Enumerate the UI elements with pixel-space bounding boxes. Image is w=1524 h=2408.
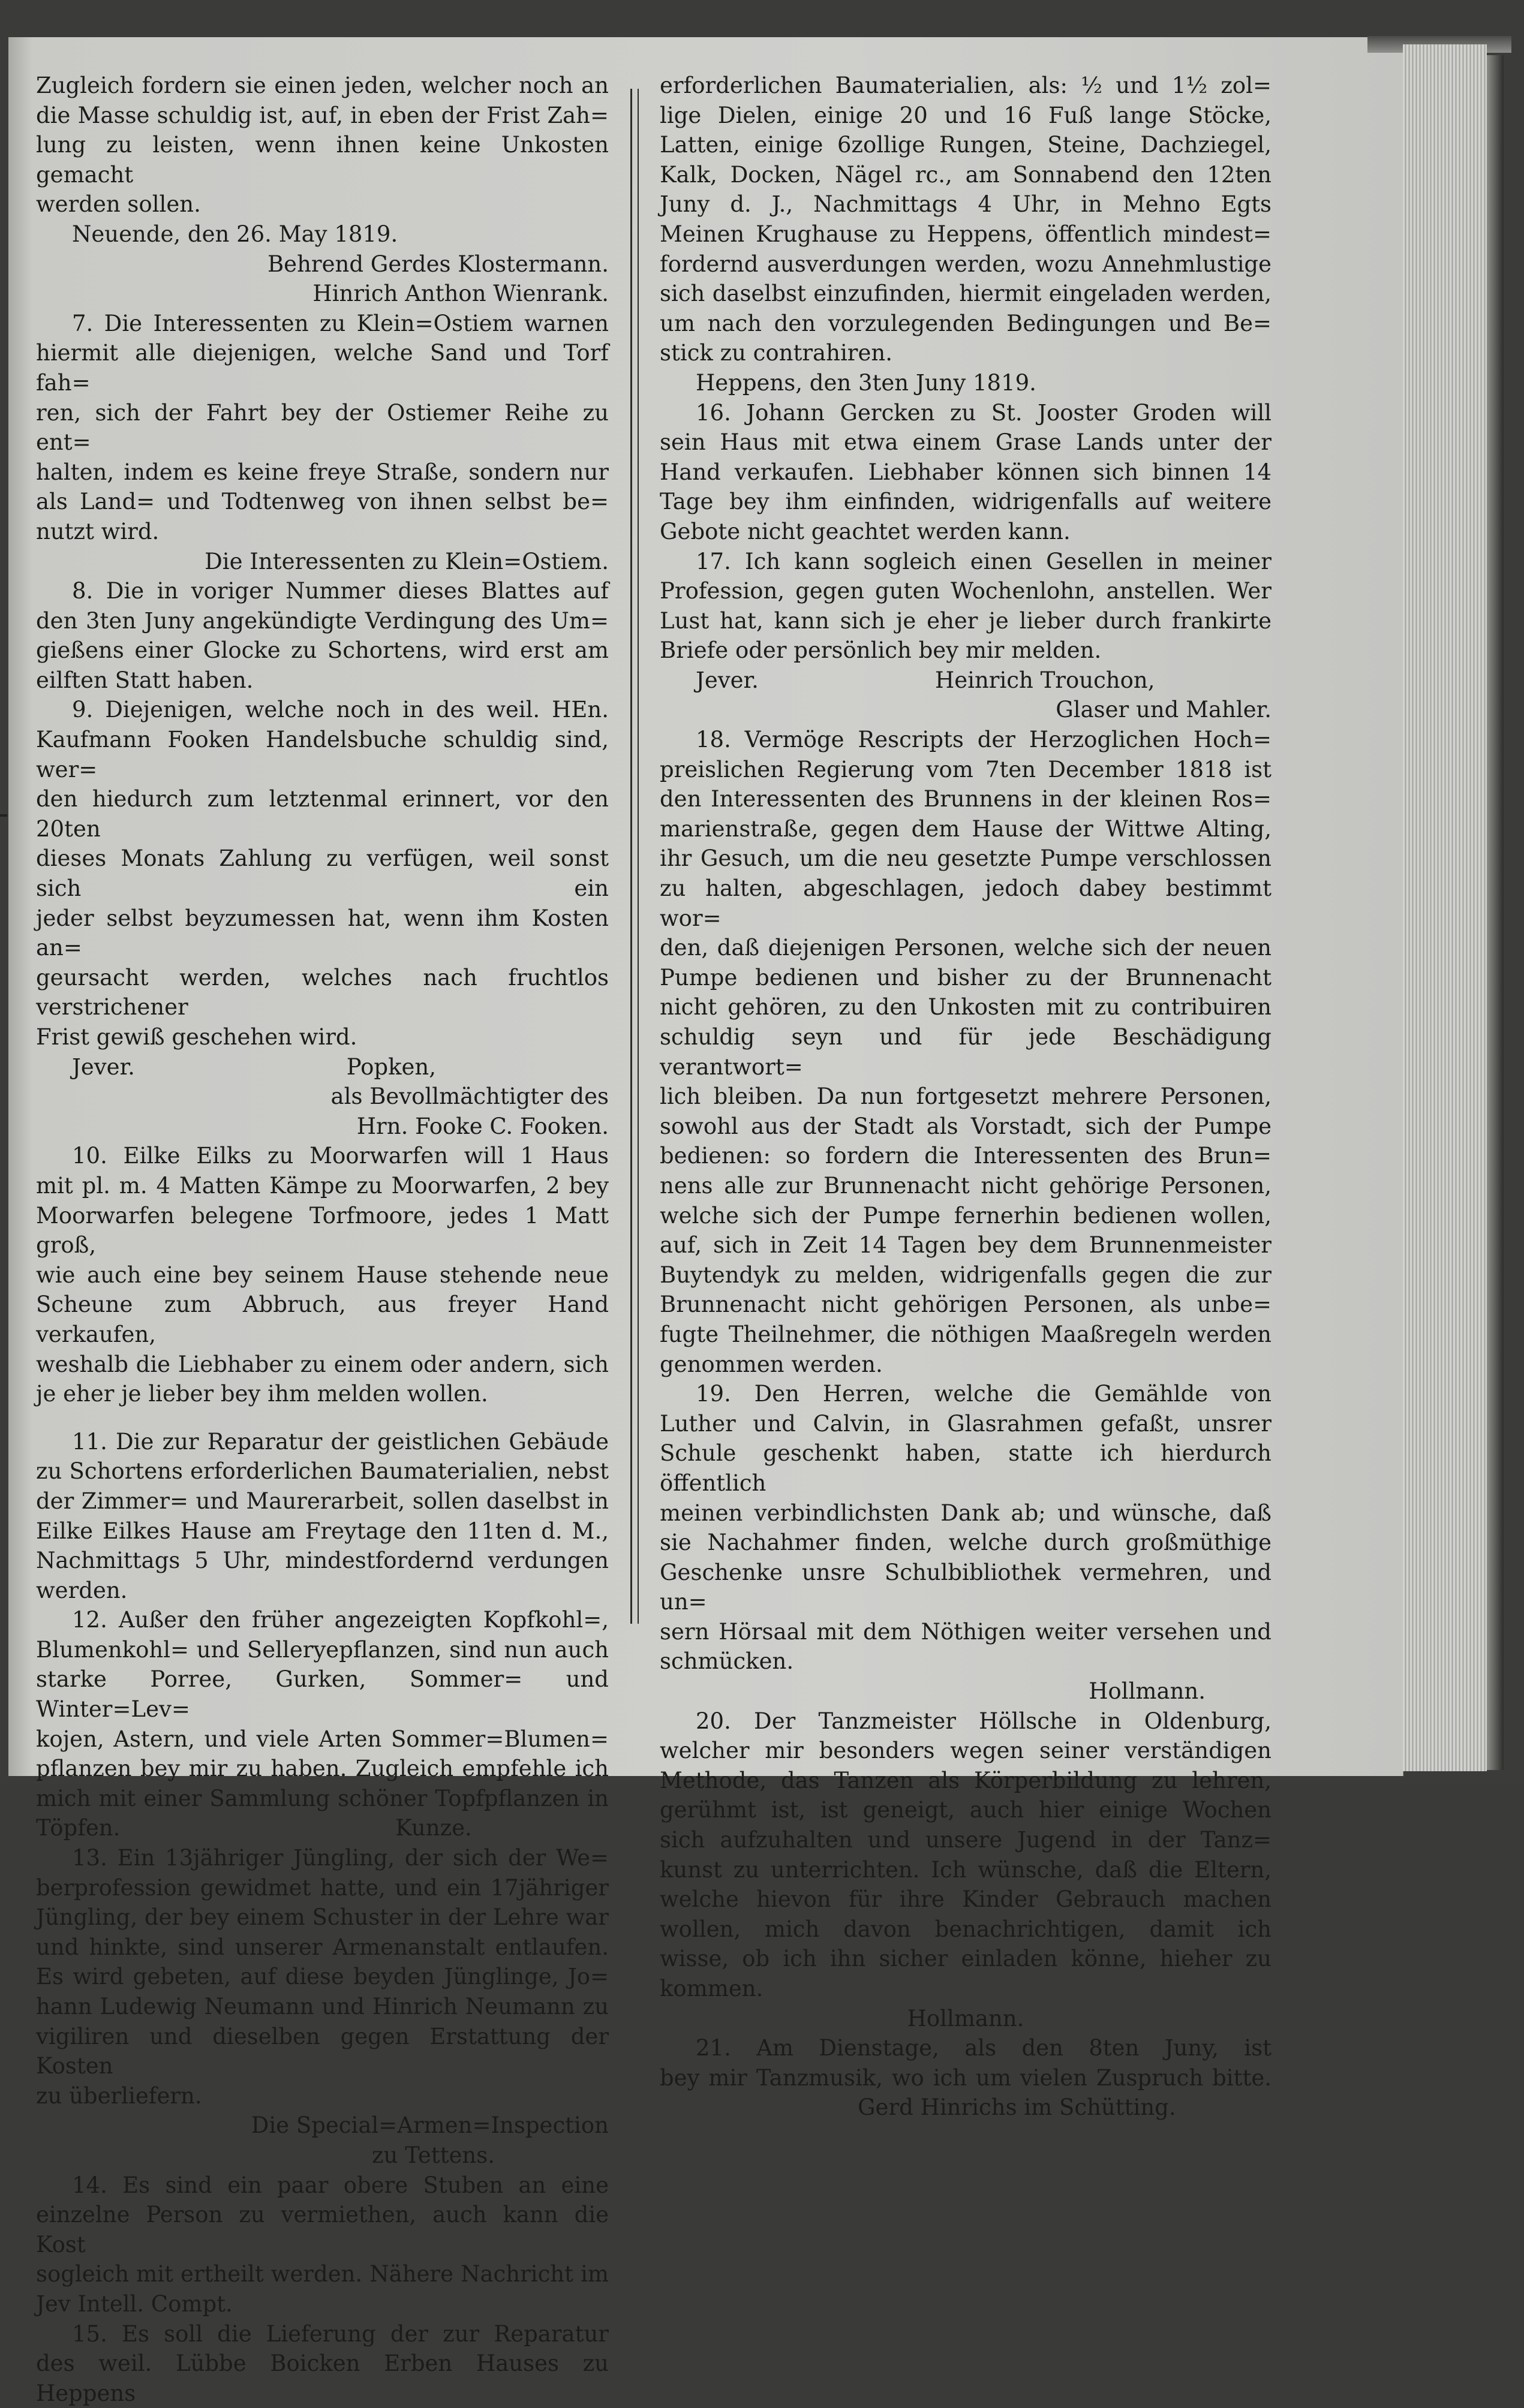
text-line: sern Hörsaal mit dem Nöthigen weiter versehen und — [660, 1618, 1271, 1645]
text-line: des weil. Lübbe Boicken Erben Hauses zu Heppens — [36, 2350, 609, 2406]
text-line: zu Schortens erforderlichen Baumaterialien, nebst — [36, 1458, 609, 1485]
text-line: kommen. — [660, 1976, 763, 2001]
text-line: als Bevollmächtigter des — [330, 1083, 609, 1110]
text-line: 20. Der Tanzmeister Höllsche in Oldenburg, — [696, 1708, 1271, 1734]
text-line: 18. Vermöge Rescripts der Herzoglichen Hoch= — [696, 727, 1271, 753]
text-line: welche sich der Pumpe fernerhin bedienen wollen, — [660, 1202, 1271, 1229]
text-line: 11. Die zur Reparatur der geistlichen Gebäude — [72, 1428, 609, 1455]
text-line: eilften Statt haben. — [36, 667, 254, 693]
text-line: Heppens, den 3ten Juny 1819. — [696, 369, 1036, 396]
text-line: sogleich mit ertheilt werden. Nähere Nachricht im — [36, 2261, 609, 2287]
text-line: Schule geschenkt haben, statte ich hierdurch öffentlich — [660, 1440, 1271, 1496]
text-line: werden. — [36, 1577, 128, 1603]
text-line: Scheune zum Abbruch, aus freyer Hand verkaufen, — [36, 1292, 609, 1347]
text-line: auf, sich in Zeit 14 Tagen bey dem Brunnenmeister — [660, 1232, 1271, 1259]
text-line: Lust hat, kann sich je eher je lieber durch frankirte — [660, 607, 1271, 634]
text-line: Jüngling, der bey einem Schuster in der Lehre war — [36, 1904, 609, 1931]
text-line: je eher je lieber bey ihm melden wollen. — [36, 1381, 488, 1407]
text-line: sowohl aus der Stadt als Vorstadt, sich der Pumpe — [660, 1113, 1271, 1139]
text-line: gerühmt ist, ist geneigt, auch hier einige Wochen — [660, 1797, 1271, 1823]
text-line: preislichen Regierung vom 7ten December 1818 ist — [660, 756, 1271, 782]
text-line: 16. Johann Gercken zu St. Jooster Groden will — [696, 399, 1271, 426]
text-line: lung zu leisten, wenn ihnen keine Unkosten gemacht — [36, 132, 609, 188]
text-line: lich bleiben. Da nun fortgesetzt mehrere Personen, — [660, 1083, 1271, 1110]
text-line: Zugleich fordern sie einen jeden, welcher noch an — [36, 73, 609, 98]
text-line: den, daß diejenigen Personen, welche sich der neuen — [660, 935, 1271, 961]
text-line: Hrn. Fooke C. Fooken. — [356, 1113, 609, 1139]
right-column — [660, 71, 1271, 2123]
text-line: Jev Intell. Compt. — [36, 2290, 233, 2317]
text-line: weshalb die Liebhaber zu einem oder andern, sich — [36, 1351, 609, 1377]
text-line: 17. Ich kann sogleich einen Gesellen in meiner — [696, 548, 1271, 574]
text-line: Töpfen. Kunze. — [36, 1815, 472, 1841]
text-line: jeder selbst beyzumessen hat, wenn ihm Kosten an= — [36, 905, 609, 961]
book-page-edges — [1403, 44, 1487, 1771]
text-line: gießens einer Glocke zu Schortens, wird erst am — [36, 637, 609, 664]
text-line: bedienen: so fordern die Interessenten des Brun= — [660, 1143, 1271, 1169]
text-line: Profession, gegen guten Wochenlohn, anstellen. Wer — [660, 578, 1271, 604]
text-line: Briefe oder persönlich bey mir melden. — [660, 637, 1102, 664]
text-line: schuldig seyn und für jede Beschädigung verantwort= — [660, 1024, 1271, 1080]
text-line: werden sollen. — [36, 191, 201, 218]
text-line: zu halten, abgeschlagen, jedoch dabey bestimmt wor= — [660, 875, 1271, 931]
text-line: ren, sich der Fahrt bey der Ostiemer Reihe zu ent= — [36, 399, 609, 456]
text-line: berprofession gewidmet hatte, und ein 17jähriger — [36, 1874, 609, 1901]
text-line: Luther und Calvin, in Glasrahmen gefaßt, unsrer — [660, 1410, 1271, 1437]
text-line: marienstraße, gegen dem Hause der Wittwe Alting, — [660, 815, 1271, 842]
text-line: Gebote nicht geachtet werden kann. — [660, 518, 1071, 544]
text-line: Buytendyk zu melden, widrigenfalls gegen die zur — [660, 1262, 1271, 1288]
text-line: Jever. Heinrich Trouchon, — [696, 667, 1155, 693]
text-line: Hollmann. — [1089, 1678, 1206, 1705]
text-line: erforderlichen Baumaterialien, als: ½ und 1½ zol= — [660, 73, 1271, 98]
text-line: 13. Ein 13jähriger Jüngling, der sich der We= — [72, 1845, 609, 1871]
text-line: halten, indem es keine freye Straße, sondern nur — [36, 459, 609, 485]
text-line: pflanzen bey mir zu haben. Zugleich empfehle ich — [36, 1756, 609, 1782]
text-line: welcher mir besonders wegen seiner verständigen — [660, 1738, 1271, 1764]
text-line: Hollmann. — [907, 2005, 1024, 2031]
text-line: Neuende, den 26. May 1819. — [72, 221, 398, 247]
text-line: Jever. Popken, — [72, 1054, 437, 1080]
text-line: wie auch eine bey seinem Hause stehende neue — [36, 1262, 609, 1288]
text-line: sie Nachahmer finden, welche durch großmüthige — [660, 1530, 1271, 1556]
text-line: als Land= und Todtenweg von ihnen selbst be= — [36, 489, 609, 515]
text-line: stick zu contrahiren. — [660, 340, 892, 366]
text-line: Pumpe bedienen und bisher zu der Brunnenacht — [660, 964, 1271, 991]
text-line: Tage bey ihm einfinden, widrigenfalls auf weitere — [660, 489, 1271, 515]
text-line: Moorwarfen belegene Torfmoore, jedes 1 Matt groß, — [36, 1202, 609, 1259]
text-line: nutzt wird. — [36, 518, 160, 544]
text-line: Meinen Krughause zu Heppens, öffentlich mindest= — [660, 221, 1271, 247]
text-line: 7. Die Interessenten zu Klein=Ostiem warnen — [72, 310, 609, 336]
text-line: Eilke Eilkes Hause am Freytage den 11ten d. M., — [36, 1518, 609, 1544]
text-line: nicht gehören, zu den Unkosten mit zu contribuiren — [660, 994, 1271, 1021]
text-line: 19. Den Herren, welche die Gemählde von — [696, 1381, 1271, 1407]
text-line: Die Special=Armen=Inspection — [251, 2112, 609, 2139]
text-line: fordernd ausverdungen werden, wozu Annehmlustige — [660, 251, 1271, 277]
text-line: schmücken. — [660, 1648, 794, 1675]
text-line: welche hievon für ihre Kinder Gebrauch machen — [660, 1886, 1271, 1913]
left-column — [36, 71, 609, 2408]
text-line: Brunnenacht nicht gehörigen Personen, als unbe= — [660, 1292, 1271, 1318]
text-line: Kaufmann Fooken Handelsbuche schuldig sind, wer= — [36, 727, 609, 782]
text-line: Kalk, Docken, Nägel rc., am Sonnabend den 12ten — [660, 161, 1271, 188]
text-line: kojen, Astern, und viele Arten Sommer=Blumen= — [36, 1726, 609, 1752]
text-line: vigiliren und dieselben gegen Erstattung der Kosten — [36, 2023, 609, 2079]
text-line: ihr Gesuch, um die neu gesetzte Pumpe verschlossen — [660, 845, 1271, 872]
text-line: Glaser und Mahler. — [1056, 697, 1271, 723]
text-line: zu überliefern. — [36, 2082, 202, 2109]
margin-mark — [0, 814, 7, 817]
text-line — [36, 1409, 609, 1427]
text-line: genommen werden. — [660, 1351, 883, 1377]
text-line: Geschenke unsre Schulbibliothek vermehren, und un= — [660, 1559, 1271, 1615]
text-line: den 3ten Juny angekündigte Verdingung des Um= — [36, 607, 609, 634]
text-line: fugte Theilnehmer, die nöthigen Maaßregeln werden — [660, 1321, 1271, 1347]
text-line: 8. Die in voriger Nummer dieses Blattes auf — [72, 578, 609, 604]
text-line: Nachmittags 5 Uhr, mindestfordernd verdungen — [36, 1548, 609, 1574]
text-line: Frist gewiß geschehen wird. — [36, 1024, 357, 1050]
text-line: 12. Außer den früher angezeigten Kopfkohl=, — [72, 1607, 609, 1633]
text-line: dieses Monats Zahlung zu verfügen, weil sonst sich ein — [36, 845, 609, 902]
text-line: lige Dielen, einige 20 und 16 Fuß lange Stöcke, — [660, 102, 1271, 128]
text-line: nens alle zur Brunnenacht nicht gehörige Personen, — [660, 1172, 1271, 1199]
text-line: meinen verbindlichsten Dank ab; und wünsche, daß — [660, 1500, 1271, 1526]
text-line: den hiedurch zum letztenmal erinnert, vor den 20ten — [36, 786, 609, 842]
text-line: 14. Es sind ein paar obere Stuben an eine — [72, 2172, 609, 2198]
text-line: Die Interessenten zu Klein=Ostiem. — [205, 548, 609, 574]
text-line: Blumenkohl= und Selleryepflanzen, sind nun auch — [36, 1636, 609, 1663]
text-line: und hinkte, sind unserer Armenanstalt entlaufen. — [36, 1934, 609, 1960]
text-line: starke Porree, Gurken, Sommer= und Winter=Lev= — [36, 1666, 609, 1723]
text-line: kunst zu unterrichten. Ich wünsche, daß die Eltern, — [660, 1856, 1271, 1883]
text-line: Hand verkaufen. Liebhaber können sich binnen 14 — [660, 459, 1271, 485]
text-line: bey mir Tanzmusik, wo ich um vielen Zuspruch bitte. — [660, 2064, 1271, 2091]
text-line: mich mit einer Sammlung schöner Topfpflanzen in — [36, 1785, 609, 1811]
text-line: sich daselbst einzufinden, hiermit eingeladen werden, — [660, 281, 1271, 307]
text-line: Behrend Gerdes Klostermann. — [267, 251, 609, 277]
text-line: mit pl. m. 4 Matten Kämpe zu Moorwarfen, 2 bey — [36, 1172, 609, 1199]
column-divider-rule — [630, 89, 639, 1624]
text-line: Gerd Hinrichs im Schütting. — [858, 2094, 1176, 2121]
text-line: Methode, das Tanzen als Körperbildung zu lehren, — [660, 1767, 1271, 1793]
text-line: Latten, einige 6zollige Rungen, Steine, Dachziegel, — [660, 132, 1271, 158]
text-line: Juny d. J., Nachmittags 4 Uhr, in Mehno Egts — [660, 191, 1271, 218]
text-line: 10. Eilke Eilks zu Moorwarfen will 1 Haus — [72, 1143, 609, 1169]
text-line: Es wird gebeten, auf diese beyden Jünglinge, Jo= — [36, 1964, 609, 1990]
text-line: um nach den vorzulegenden Bedingungen und Be= — [660, 310, 1271, 336]
text-line: sich aufzuhalten und unsere Jugend in der Tanz= — [660, 1827, 1271, 1853]
text-line: 9. Diejenigen, welche noch in des weil. HEn. — [72, 697, 609, 723]
text-line: zu Tettens. — [372, 2142, 495, 2168]
text-line: hiermit alle diejenigen, welche Sand und Torf fah= — [36, 340, 609, 396]
book-cover-edge — [1487, 55, 1504, 1770]
text-line: 21. Am Dienstage, als den 8ten Juny, ist — [696, 2035, 1271, 2061]
text-line: der Zimmer= und Maurerarbeit, sollen daselbst in — [36, 1488, 609, 1514]
text-line: wollen, mich davon benachrichtigen, damit ich — [660, 1916, 1271, 1942]
text-line: 15. Es soll die Lieferung der zur Reparatur — [72, 2320, 609, 2347]
text-line: die Masse schuldig ist, auf, in eben der Frist Zah= — [36, 102, 609, 128]
text-line: den Interessenten des Brunnens in der kleinen Ros= — [660, 786, 1271, 812]
text-line: sein Haus mit etwa einem Grase Lands unter der — [660, 429, 1271, 456]
text-line: wisse, ob ich ihn sicher einladen könne, hieher zu — [660, 1946, 1271, 1972]
text-line: hann Ludewig Neumann und Hinrich Neumann zu — [36, 1994, 609, 2019]
text-line: einzelne Person zu vermiethen, auch kann die Kost — [36, 2202, 609, 2258]
text-line: Hinrich Anthon Wienrank. — [312, 281, 609, 307]
text-line: geursacht werden, welches nach fruchtlos verstrichener — [36, 964, 609, 1021]
